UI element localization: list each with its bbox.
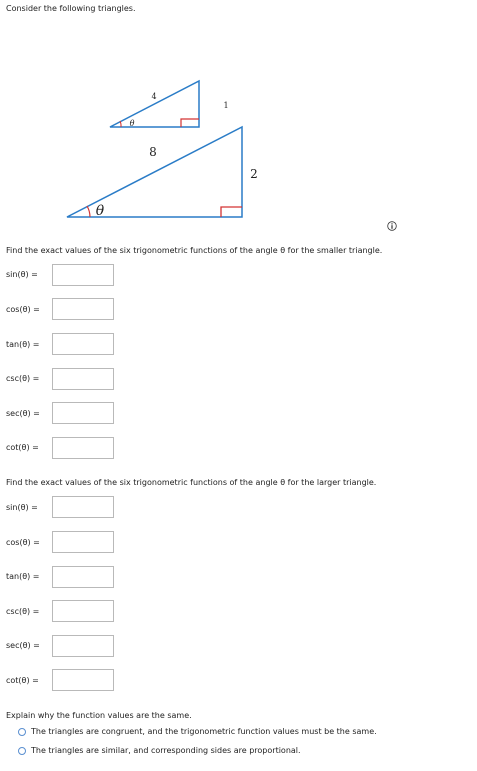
- part1-prompt: Find the exact values of the six trigonometric functions of the angle θ for the smaller triangle.: [6, 246, 383, 255]
- part1-label-csc: csc(θ) =: [6, 374, 40, 383]
- part2-label-sin: sin(θ) =: [6, 503, 38, 512]
- part2-label-cos: cos(θ) =: [6, 538, 40, 547]
- large-base-label: 8: [149, 145, 157, 159]
- large-right-angle-mark: [221, 207, 242, 217]
- part2-label-cot: cot(θ) =: [6, 676, 39, 685]
- part1-label-cos: cos(θ) =: [6, 305, 40, 314]
- radio-congruent[interactable]: [18, 728, 26, 736]
- part2-prompt: Find the exact values of the six trigonometric functions of the angle θ for the larger triangle.: [6, 478, 377, 487]
- part1-tan-input[interactable]: [52, 333, 114, 355]
- large-side-label: 2: [250, 167, 258, 181]
- small-triangle: [110, 81, 229, 128]
- part1-csc-input[interactable]: [52, 368, 114, 390]
- explain-option-similar[interactable]: [18, 746, 301, 755]
- part2-sec-input[interactable]: [52, 635, 114, 657]
- explain-option-similar-label: The triangles are similar, and corresponding sides are proportional.: [31, 746, 301, 755]
- small-triangle-shape: [110, 81, 199, 127]
- large-angle-label: θ: [95, 203, 105, 219]
- part2-csc-input[interactable]: [52, 600, 114, 622]
- part1-cot-input[interactable]: [52, 437, 114, 459]
- part1-label-sec: sec(θ) =: [6, 409, 40, 418]
- triangles-figure: [0, 0, 477, 240]
- large-triangle-shape: [67, 127, 242, 217]
- part1-sec-input[interactable]: [52, 402, 114, 424]
- small-right-angle-mark: [181, 119, 199, 127]
- explain-option-congruent[interactable]: [18, 727, 377, 736]
- large-angle-arc: [87, 206, 90, 217]
- part2-label-csc: csc(θ) =: [6, 607, 40, 616]
- small-hyp-label: 4: [151, 92, 157, 101]
- intro-text: Consider the following triangles.: [6, 4, 136, 13]
- part2-label-sec: sec(θ) =: [6, 641, 40, 650]
- part2-label-tan: tan(θ) =: [6, 572, 40, 581]
- part1-cos-input[interactable]: [52, 298, 114, 320]
- part1-label-cot: cot(θ) =: [6, 443, 39, 452]
- part1-label-tan: tan(θ) =: [6, 340, 40, 349]
- large-triangle: [67, 127, 258, 219]
- part2-cot-input[interactable]: [52, 669, 114, 691]
- part1-sin-input[interactable]: [52, 264, 114, 286]
- small-angle-label: θ: [129, 119, 135, 128]
- explain-prompt: Explain why the function values are the same.: [6, 711, 192, 720]
- part2-sin-input[interactable]: [52, 496, 114, 518]
- part1-label-sin: sin(θ) =: [6, 270, 38, 279]
- part2-tan-input[interactable]: [52, 566, 114, 588]
- part2-cos-input[interactable]: [52, 531, 114, 553]
- radio-similar[interactable]: [18, 747, 26, 755]
- explain-option-congruent-label: The triangles are congruent, and the trigonometric function values must be the same.: [31, 727, 377, 736]
- small-angle-arc: [120, 121, 121, 127]
- small-side-label: 1: [223, 101, 229, 110]
- info-icon[interactable]: [387, 221, 397, 231]
